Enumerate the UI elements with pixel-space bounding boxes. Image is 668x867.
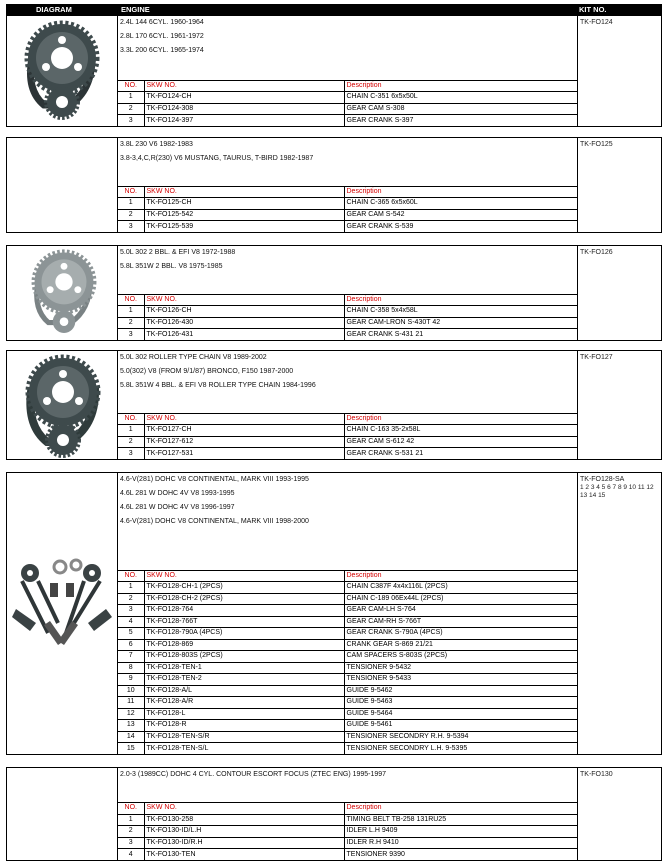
kit-number: TK-FO125 <box>580 141 613 148</box>
kit-block-fo128 <box>6 472 662 755</box>
diagram-cell <box>7 246 118 340</box>
engine-line: 4.6L 281 W DOHC 4V V8 1996-1997 <box>120 504 235 511</box>
skw-no-cell: TK-FO128-764 <box>144 605 344 617</box>
parts-table <box>118 186 578 233</box>
description-cell: GEAR CRANK S-539 <box>344 221 578 233</box>
part-no-cell: 1 <box>118 306 144 318</box>
timing-set-roller-chain-icon <box>21 354 105 458</box>
description-cell: CRANK GEAR S-869 21/21 <box>344 639 578 651</box>
part-no-cell: 1 <box>118 582 144 594</box>
description-cell: IDLER R.H 9410 <box>344 837 578 849</box>
skw-no-cell: TK-FO126-CH <box>144 306 344 318</box>
skw-no-cell: TK-FO128-TEN-1 <box>144 662 344 674</box>
table-row <box>118 662 578 674</box>
engine-cell <box>118 16 578 126</box>
skw-no-cell: TK-FO126-431 <box>144 329 344 341</box>
description-cell: TENSIONER SECONDRY R.H. 9-5394 <box>344 731 578 743</box>
description-cell: GUIDE 9-5464 <box>344 708 578 720</box>
diagram-column-header: DIAGRAM <box>36 5 72 14</box>
table-row <box>118 448 578 460</box>
skw-no-cell: TK-FO130-TEN <box>144 849 344 861</box>
part-no-cell: 4 <box>118 616 144 628</box>
parts-table <box>118 413 578 460</box>
part-no-cell: 13 <box>118 720 144 732</box>
part-no-cell: 1 <box>118 198 144 210</box>
description-cell: GEAR CAM S-612 42 <box>344 436 578 448</box>
description-cell: GEAR CRANK S-431 21 <box>344 329 578 341</box>
part-no-cell: 1 <box>118 425 144 437</box>
part-no-cell: 8 <box>118 662 144 674</box>
engine-line: 3.3L 200 6CYL. 1965-1974 <box>120 47 204 54</box>
part-no-cell: 2 <box>118 103 144 115</box>
skw-no-cell: TK-FO128-L <box>144 708 344 720</box>
part-no-cell: 4 <box>118 849 144 861</box>
parts-table <box>118 294 578 341</box>
engine-cell <box>118 246 578 340</box>
table-row <box>118 605 578 617</box>
skw-no-cell: TK-FO130-ID/L.H <box>144 826 344 838</box>
description-cell: GEAR CRANK S-531 21 <box>344 448 578 460</box>
skw-no-cell: TK-FO128-CH-2 (2PCS) <box>144 593 344 605</box>
part-no-cell: 2 <box>118 826 144 838</box>
skw-no-cell: TK-FO128-A/L <box>144 685 344 697</box>
kit-no-column-header: KIT NO. <box>579 5 607 14</box>
table-row <box>118 826 578 838</box>
kit-number <box>578 473 661 500</box>
table-row <box>118 837 578 849</box>
table-row <box>118 103 578 115</box>
part-no-cell: 3 <box>118 605 144 617</box>
skw-no-cell: TK-FO128-766T <box>144 616 344 628</box>
engine-line: 2.8L 170 6CYL. 1961-1972 <box>120 33 204 40</box>
table-row <box>118 731 578 743</box>
kit-number: TK-FO130 <box>580 771 613 778</box>
part-no-cell: 6 <box>118 639 144 651</box>
catalog-header <box>6 4 662 15</box>
part-no-cell: 5 <box>118 628 144 640</box>
part-no-cell: 15 <box>118 743 144 755</box>
description-cell: GEAR CAM-LRON S-430T 42 <box>344 317 578 329</box>
description-cell: TENSIONER 9-5433 <box>344 674 578 686</box>
skw-header: SKW NO. <box>144 80 344 92</box>
skw-no-cell: TK-FO124-308 <box>144 103 344 115</box>
kit-block-fo126 <box>6 245 662 341</box>
skw-no-cell: TK-FO128-869 <box>144 639 344 651</box>
skw-no-cell: TK-FO128-TEN-S/L <box>144 743 344 755</box>
no-header: NO. <box>118 413 144 425</box>
part-no-cell: 2 <box>118 209 144 221</box>
engine-line: 4.6-V(281) DOHC V8 CONTINENTAL, MARK VIII 1993-1995 <box>120 476 309 483</box>
kit-number-items: 1 2 3 4 5 6 7 8 9 10 11 12 13 14 15 <box>580 484 654 499</box>
description-cell: TENSIONER SECONDRY L.H. 9-5395 <box>344 743 578 755</box>
engine-column-header: ENGINE <box>121 5 150 14</box>
description-cell: CHAIN C387F 4x4x116L (2PCS) <box>344 582 578 594</box>
table-row <box>118 115 578 127</box>
part-no-cell: 9 <box>118 674 144 686</box>
description-header: Description <box>344 803 578 815</box>
description-cell: GEAR CRANK S-397 <box>344 115 578 127</box>
skw-no-cell: TK-FO128-R <box>144 720 344 732</box>
parts-table <box>118 570 578 755</box>
description-cell: GUIDE 9-5463 <box>344 697 578 709</box>
skw-no-cell: TK-FO128-790A (4PCS) <box>144 628 344 640</box>
table-row <box>118 720 578 732</box>
part-no-cell: 2 <box>118 317 144 329</box>
skw-no-cell: TK-FO127-531 <box>144 448 344 460</box>
table-row <box>118 92 578 104</box>
table-row <box>118 425 578 437</box>
part-no-cell: 2 <box>118 593 144 605</box>
table-row <box>118 685 578 697</box>
part-no-cell: 3 <box>118 329 144 341</box>
part-no-cell: 11 <box>118 697 144 709</box>
engine-cell <box>118 473 578 754</box>
table-row <box>118 814 578 826</box>
description-cell: GEAR CAM-RH S-766T <box>344 616 578 628</box>
engine-line: 5.0(302) V8 (FROM 9/1/87) BRONCO, F150 1987-2000 <box>120 368 294 375</box>
skw-header: SKW NO. <box>144 294 344 306</box>
kit-block-fo125 <box>6 137 662 233</box>
table-row <box>118 593 578 605</box>
description-header: Description <box>344 80 578 92</box>
no-header: NO. <box>118 570 144 582</box>
engine-line: 4.6L 281 W DOHC 4V V8 1993-1995 <box>120 490 235 497</box>
timing-kit-components-icon <box>8 553 116 649</box>
table-row <box>118 708 578 720</box>
skw-no-cell: TK-FO128-803S (2PCS) <box>144 651 344 663</box>
diagram-cell <box>7 16 118 126</box>
part-no-cell: 12 <box>118 708 144 720</box>
skw-no-cell: TK-FO127-612 <box>144 436 344 448</box>
part-no-cell: 1 <box>118 814 144 826</box>
table-row <box>118 639 578 651</box>
part-no-cell: 10 <box>118 685 144 697</box>
description-cell: GEAR CAM S-542 <box>344 209 578 221</box>
table-row <box>118 317 578 329</box>
description-cell: GEAR CRANK S-790A (4PCS) <box>344 628 578 640</box>
part-no-cell: 14 <box>118 731 144 743</box>
skw-no-cell: TK-FO124-397 <box>144 115 344 127</box>
skw-header: SKW NO. <box>144 413 344 425</box>
skw-no-cell: TK-FO128-A/R <box>144 697 344 709</box>
no-header: NO. <box>118 803 144 815</box>
engine-cell <box>118 138 578 232</box>
table-row <box>118 198 578 210</box>
part-no-cell: 2 <box>118 436 144 448</box>
skw-no-cell: TK-FO128-TEN-S/R <box>144 731 344 743</box>
engine-line: 4.6-V(281) DOHC V8 CONTINENTAL, MARK VIII 1998-2000 <box>120 518 309 525</box>
skw-no-cell: TK-FO124-CH <box>144 92 344 104</box>
parts-table <box>118 80 578 127</box>
table-row <box>118 306 578 318</box>
description-cell: CHAIN C-358 5x4x58L <box>344 306 578 318</box>
engine-line: 3.8L 230 V6 1982-1983 <box>120 141 193 148</box>
skw-no-cell: TK-FO125-CH <box>144 198 344 210</box>
table-row <box>118 697 578 709</box>
description-cell: TENSIONER 9390 <box>344 849 578 861</box>
table-row <box>118 743 578 755</box>
timing-set-double-gear-icon <box>22 20 102 124</box>
description-cell: IDLER L.H 9409 <box>344 826 578 838</box>
part-no-cell: 1 <box>118 92 144 104</box>
description-cell: CAM SPACERS S-803S (2PCS) <box>344 651 578 663</box>
description-cell: CHAIN C-365 6x5x60L <box>344 198 578 210</box>
engine-cell <box>118 768 578 860</box>
description-cell: TIMING BELT TB-258 131RU25 <box>344 814 578 826</box>
description-cell: GUIDE 9-5461 <box>344 720 578 732</box>
part-no-cell: 3 <box>118 115 144 127</box>
table-row <box>118 616 578 628</box>
kit-number: TK-FO127 <box>580 354 613 361</box>
parts-table <box>118 802 578 860</box>
diagram-cell <box>7 351 118 459</box>
description-cell: GEAR CAM S-308 <box>344 103 578 115</box>
engine-line: 2.4L 144 6CYL. 1960-1964 <box>120 19 204 26</box>
no-header: NO. <box>118 186 144 198</box>
table-row <box>118 674 578 686</box>
kit-block-fo124 <box>6 15 662 127</box>
skw-no-cell: TK-FO127-CH <box>144 425 344 437</box>
table-row <box>118 436 578 448</box>
part-no-cell: 7 <box>118 651 144 663</box>
skw-header: SKW NO. <box>144 570 344 582</box>
diagram-cell <box>7 768 118 860</box>
description-cell: TENSIONER 9-5432 <box>344 662 578 674</box>
description-header: Description <box>344 186 578 198</box>
engine-cell <box>118 351 578 459</box>
table-row <box>118 582 578 594</box>
skw-no-cell: TK-FO128-CH-1 (2PCS) <box>144 582 344 594</box>
no-header: NO. <box>118 294 144 306</box>
skw-header: SKW NO. <box>144 186 344 198</box>
skw-no-cell: TK-FO126-430 <box>144 317 344 329</box>
skw-header: SKW NO. <box>144 803 344 815</box>
skw-no-cell: TK-FO125-539 <box>144 221 344 233</box>
kit-block-fo130 <box>6 767 662 861</box>
timing-set-chain-gear-icon <box>29 249 99 339</box>
kit-number: TK-FO124 <box>580 19 613 26</box>
table-row <box>118 221 578 233</box>
engine-line: 5.0L 302 ROLLER TYPE CHAIN V8 1989-2002 <box>120 354 267 361</box>
description-header: Description <box>344 294 578 306</box>
skw-no-cell: TK-FO130-ID/R.H <box>144 837 344 849</box>
no-header: NO. <box>118 80 144 92</box>
table-row <box>118 628 578 640</box>
skw-no-cell: TK-FO125-542 <box>144 209 344 221</box>
description-cell: CHAIN C-351 6x5x50L <box>344 92 578 104</box>
part-no-cell: 3 <box>118 837 144 849</box>
kit-number-label: TK-FO128-SA <box>580 476 625 483</box>
part-no-cell: 3 <box>118 221 144 233</box>
engine-line: 3.8-3,4,C,R(230) V6 MUSTANG, TAURUS, T-BIRD 1982-1987 <box>120 155 314 162</box>
skw-no-cell: TK-FO128-TEN-2 <box>144 674 344 686</box>
description-cell: CHAIN C-163 35-2x58L <box>344 425 578 437</box>
kit-block-fo127 <box>6 350 662 460</box>
engine-line: 5.8L 351W 4 BBL. & EFI V8 ROLLER TYPE CHAIN 1984-1996 <box>120 382 316 389</box>
table-row <box>118 651 578 663</box>
skw-no-cell: TK-FO130-258 <box>144 814 344 826</box>
description-header: Description <box>344 413 578 425</box>
engine-line: 2.0-3 (1989CC) DOHC 4 CYL. CONTOUR ESCORT FOCUS (ZTEC ENG) 1995-1997 <box>120 771 387 778</box>
kit-number: TK-FO126 <box>580 249 613 256</box>
table-row <box>118 849 578 861</box>
engine-line: 5.8L 351W 2 BBL. V8 1975-1985 <box>120 263 223 270</box>
engine-line: 5.0L 302 2 BBL. & EFI V8 1972-1988 <box>120 249 236 256</box>
part-no-cell: 3 <box>118 448 144 460</box>
table-row <box>118 209 578 221</box>
description-header: Description <box>344 570 578 582</box>
description-cell: GEAR CAM-LH S-764 <box>344 605 578 617</box>
table-row <box>118 329 578 341</box>
description-cell: CHAIN C-189 06Ex44L (2PCS) <box>344 593 578 605</box>
diagram-cell <box>7 138 118 232</box>
diagram-cell <box>7 473 118 754</box>
description-cell: GUIDE 9-5462 <box>344 685 578 697</box>
